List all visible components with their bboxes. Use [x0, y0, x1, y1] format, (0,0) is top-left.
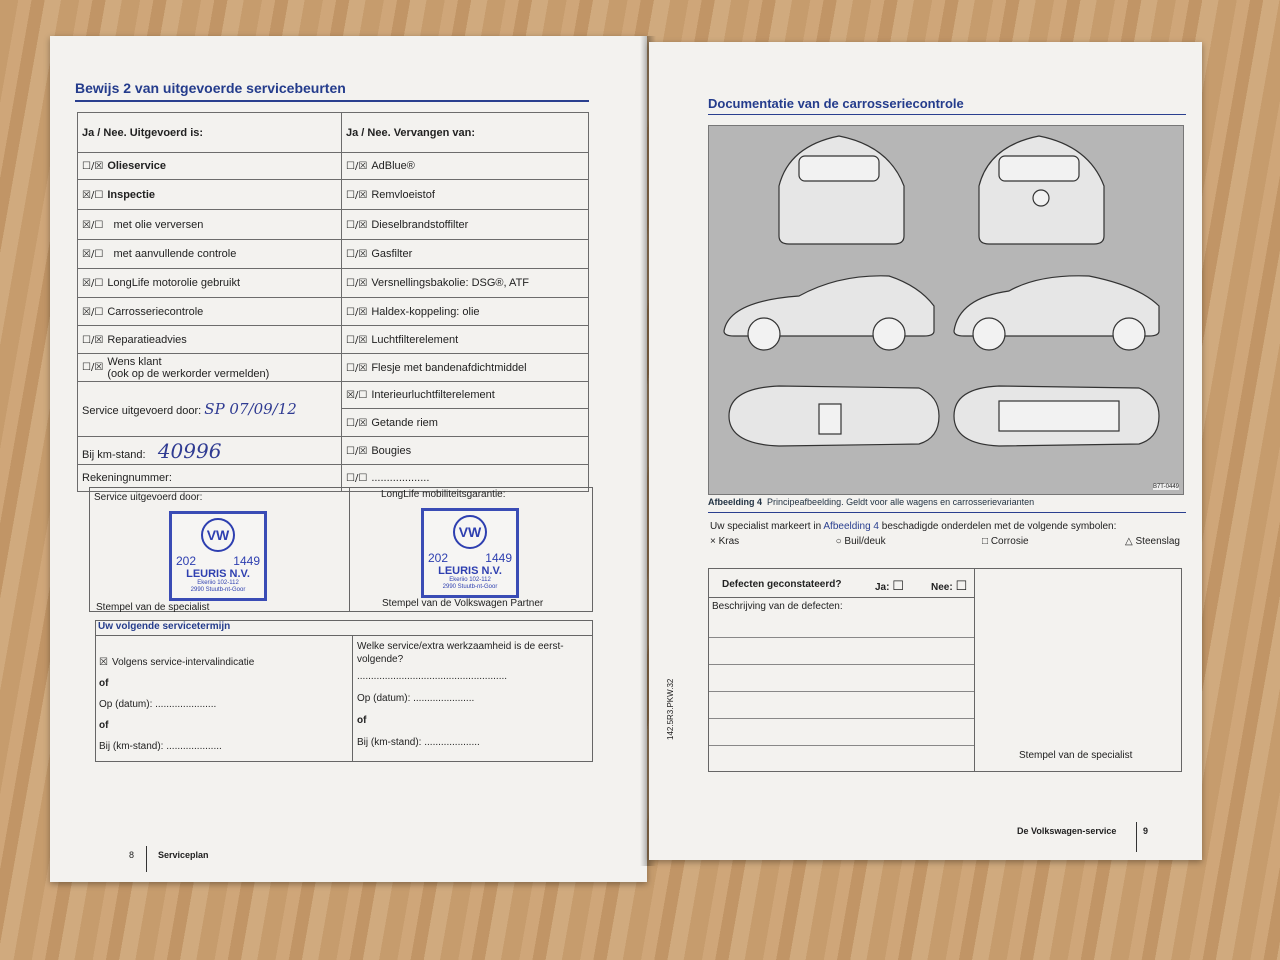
- left-footer: Serviceplan: [158, 850, 209, 860]
- yes-label: Ja: ☐: [875, 579, 904, 594]
- row-carrosseriecontrole: ☒/☐ Carrosseriecontrole: [78, 298, 342, 326]
- figure-caption: Afbeelding 4 Principeafbeelding. Geldt voor alle wagens en carrosserievarianten: [708, 497, 1035, 507]
- row-adblue: ☐/☒ AdBlue®: [342, 153, 589, 180]
- service-by-label: Service uitgevoerd door:: [94, 492, 203, 503]
- row-interieurfilter: ☒/☐ Interieurluchtfilterelement: [342, 382, 589, 409]
- specialist-stamp-label: Stempel van de specialist: [1019, 750, 1133, 761]
- dealer-stamp: VW 202 1449 LEURIS N.V. Ekeriio 102-112 2990 Stuutb-nt-Goor: [169, 511, 267, 601]
- row-longlife-olie: ☒/☐ LongLife motorolie gebruikt: [78, 269, 342, 298]
- damage-symbols: × Kras ○ Buil/deuk □ Corrosie △ Steenslag: [710, 536, 1180, 547]
- partner-stamp: VW 202 1449 LEURIS N.V. Ekeriio 102-112 2990 Stuutb-nt-Goor: [421, 508, 519, 598]
- row-blank: ☐/☐ ...................: [342, 465, 589, 492]
- row-remvloeistof: ☐/☒ Remvloeistof: [342, 180, 589, 210]
- instruction-text: Uw specialist markeert in Afbeelding 4 beschadigde onderdelen met de volgende symbolen:: [710, 521, 1117, 532]
- left-page-title: Bewijs 2 van uitgevoerde servicebeurten: [75, 80, 346, 96]
- vw-logo: VW: [453, 515, 487, 549]
- dealer-stamp-label: Stempel van de specialist: [96, 602, 210, 613]
- vw-logo: VW: [201, 518, 235, 552]
- right-page-title: Documentatie van de carrosseriecontrole: [708, 96, 964, 111]
- right-page-number: 9: [1143, 826, 1149, 836]
- row-gasfilter: ☐/☒ Gasfilter: [342, 240, 589, 269]
- row-rekeningnummer: Rekeningnummer:: [78, 465, 342, 492]
- row-inspectie: ☒/☐ Inspectie: [78, 180, 342, 210]
- row-haldex: ☐/☒ Haldex-koppeling: olie: [342, 298, 589, 326]
- row-wens-klant: ☐/☒Wens klant (ook op de werkorder vermelden): [78, 354, 342, 382]
- row-bougies: ☐/☒ Bougies: [342, 437, 589, 465]
- row-luchtfilter: ☐/☒ Luchtfilterelement: [342, 326, 589, 354]
- car-diagram: [708, 125, 1184, 495]
- defects-description-label: Beschrijving van de defecten:: [712, 601, 843, 612]
- yes-checkbox[interactable]: ☐: [892, 579, 904, 594]
- right-footer: De Volkswagen-service: [1017, 826, 1117, 836]
- title-rule: [708, 114, 1186, 115]
- no-checkbox[interactable]: ☐: [955, 579, 968, 594]
- defects-section: [708, 568, 1182, 772]
- title-rule: [75, 100, 589, 102]
- next-service-section: [95, 620, 593, 762]
- row-olieservice: ☐/☒ Olieservice: [78, 153, 342, 180]
- row-service-by: Service uitgevoerd door: SP 07/09/12: [78, 382, 342, 437]
- vw-stamp-label: Stempel van de Volkswagen Partner: [382, 598, 544, 609]
- side-code: 142.5R3.PKW.32: [666, 678, 675, 740]
- row-dieselfilter: ☐/☒ Dieselbrandstoffilter: [342, 210, 589, 240]
- next-service-title: Uw volgende servicetermijn: [96, 621, 592, 636]
- col1-header: Ja / Nee. Uitgevoerd is:: [78, 113, 342, 153]
- col2-header: Ja / Nee. Vervangen van:: [342, 113, 589, 153]
- row-aanvullende-controle: ☒/☐ met aanvullende controle: [78, 240, 342, 269]
- row-olie-verversen: ☒/☐ met olie verversen: [78, 210, 342, 240]
- no-label: Nee: ☐: [931, 579, 968, 594]
- service-table: [77, 112, 589, 492]
- handwritten-date: SP 07/09/12: [204, 400, 297, 418]
- next-left-col: ☒ Volgens service-intervalindicatie of Op (datum): ...................... of Bij (km-stand): ....................: [99, 657, 255, 752]
- car-outlines: [709, 126, 1183, 494]
- row-getande-riem: ☐/☒ Getande riem: [342, 409, 589, 437]
- next-right-col: Welke service/extra werkzaamheid is de eerst- volgende? ...................................................... Op (datum): ...................... of Bij (km-stand): ....................: [357, 641, 564, 748]
- row-versnellingsbakolie: ☐/☒ Versnellingsbakolie: DSG®, ATF: [342, 269, 589, 298]
- row-bandenafdichtmiddel: ☐/☒ Flesje met bandenafdichtmiddel: [342, 354, 589, 382]
- handwritten-km: 40996: [157, 438, 222, 463]
- defects-question: Defecten geconstateerd?: [722, 579, 842, 590]
- longlife-label: LongLife mobiliteitsgarantie:: [381, 489, 506, 500]
- row-reparatieadvies: ☐/☒ Reparatieadvies: [78, 326, 342, 354]
- left-page-number: 8: [129, 850, 135, 860]
- figure-code: B7T-0449: [1152, 484, 1179, 490]
- row-km-stand: Bij km-stand: 40996: [78, 437, 342, 465]
